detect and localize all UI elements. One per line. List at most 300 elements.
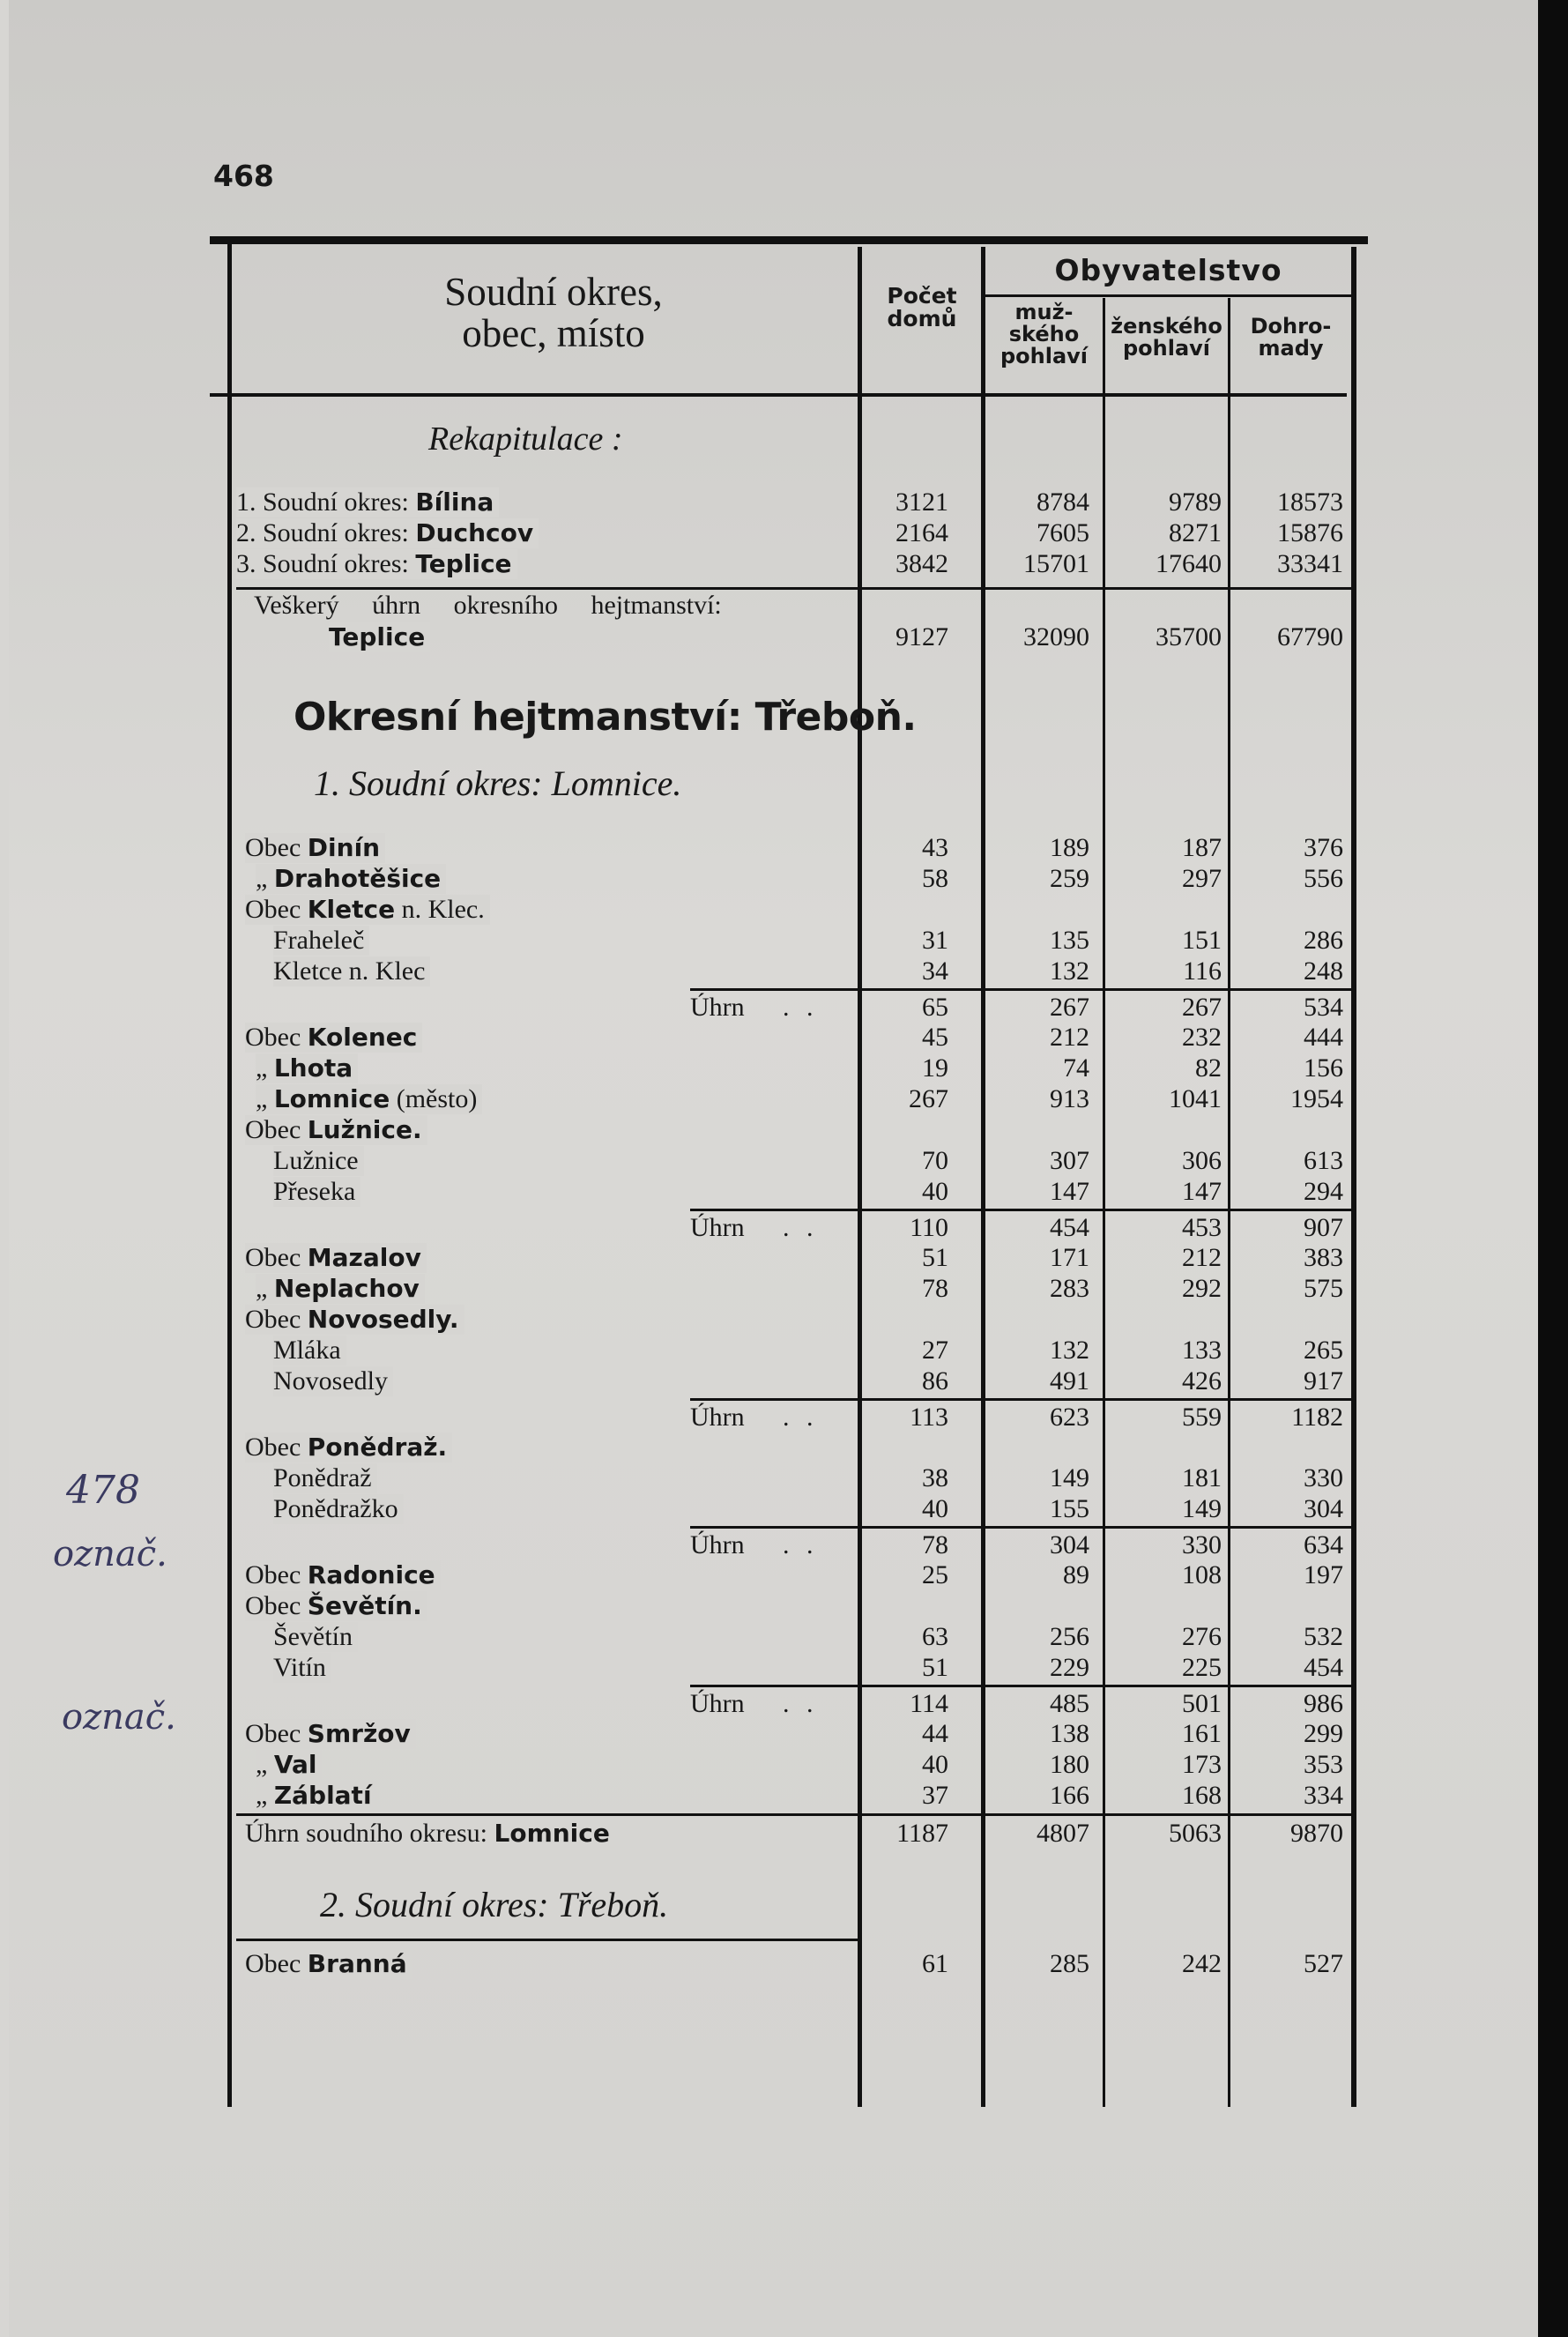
recap-label: 2. Soudní okres: xyxy=(236,518,416,547)
cell-domu: 3121 xyxy=(895,487,948,517)
row-label xyxy=(256,1274,844,1304)
data-row xyxy=(210,1177,1368,1208)
obec-group-header xyxy=(210,895,1368,926)
obec-prefix: Obec xyxy=(245,1243,308,1272)
cell-muz: 283 xyxy=(1050,1274,1089,1303)
row-label-text xyxy=(245,1819,615,1849)
uhrn-dohro: 534 xyxy=(1304,993,1343,1022)
row-label-text xyxy=(256,1750,322,1780)
row-label xyxy=(245,1949,844,1979)
row-label xyxy=(245,1243,844,1273)
cell-dohro: 376 xyxy=(1304,833,1343,862)
recap-name: Teplice xyxy=(415,549,512,578)
row-label xyxy=(245,1433,844,1462)
uhrn-label: Úhrn xyxy=(690,1213,745,1242)
row-label xyxy=(273,1463,844,1493)
cell-dohro: 67790 xyxy=(1277,622,1343,651)
data-row xyxy=(210,1274,1368,1305)
group-header-rule xyxy=(983,294,1353,297)
row-label-text xyxy=(245,1305,464,1335)
cell-dohro: 917 xyxy=(1304,1366,1343,1396)
uhrn-muz: 267 xyxy=(1050,993,1089,1022)
row-label-text xyxy=(236,549,517,579)
cell-dohro: 613 xyxy=(1304,1146,1343,1175)
obec-prefix: Obec xyxy=(245,1949,308,1978)
cell-zen: 147 xyxy=(1182,1177,1222,1206)
row-label xyxy=(256,1750,844,1780)
cell-dohro: 33341 xyxy=(1277,549,1343,578)
cell-zen: 5063 xyxy=(1169,1819,1222,1848)
cell-domu: 58 xyxy=(922,864,948,893)
leader-dots xyxy=(273,1357,832,1360)
row-label-text xyxy=(273,1336,346,1366)
cell-muz: 180 xyxy=(1050,1750,1089,1779)
sub2-rule xyxy=(236,1939,858,1941)
cell-domu: 3842 xyxy=(895,549,948,578)
subtotal-row xyxy=(210,1819,1368,1850)
cell-domu: 63 xyxy=(922,1622,948,1651)
row-label xyxy=(273,1177,844,1207)
cell-dohro: 383 xyxy=(1304,1243,1343,1272)
row-label xyxy=(273,1653,844,1683)
data-row xyxy=(210,1494,1368,1525)
row-label xyxy=(245,1819,844,1849)
uhrn-label: Úhrn xyxy=(690,1530,745,1559)
data-row xyxy=(210,1146,1368,1177)
cell-dohro: 248 xyxy=(1304,956,1343,986)
cell-muz: 147 xyxy=(1050,1177,1089,1206)
place-name: Ponědražko xyxy=(273,1494,398,1523)
uhrn-row xyxy=(210,1530,1368,1561)
uhrn-label: Úhrn xyxy=(690,1403,745,1432)
cell-zen: 108 xyxy=(1182,1560,1222,1589)
obec-name: Ponědraž. xyxy=(307,1433,448,1462)
population-table xyxy=(210,236,1368,2107)
uhrn-dots: . . xyxy=(783,1689,819,1718)
cell-muz: 913 xyxy=(1050,1084,1089,1113)
cell-domu: 37 xyxy=(922,1781,948,1810)
cell-zen: 35700 xyxy=(1156,622,1222,651)
header-name-column: Soudní okres, obec, místo xyxy=(444,270,663,356)
uhrn-row xyxy=(210,1403,1368,1433)
ditto-mark: „ xyxy=(256,1750,274,1779)
cell-zen: 161 xyxy=(1182,1719,1222,1748)
cell-domu: 43 xyxy=(922,833,948,862)
obec-group-header xyxy=(210,1305,1368,1336)
row-label-text xyxy=(273,1146,364,1176)
place-name: Lužnice xyxy=(273,1146,359,1175)
row-label xyxy=(236,518,844,548)
cell-zen: 9789 xyxy=(1169,487,1222,517)
uhrn-top-rule-left xyxy=(690,1398,858,1401)
cell-muz: 89 xyxy=(1063,1560,1089,1589)
header-dohro-column: Dohro- mady xyxy=(1250,314,1332,361)
cell-zen: 225 xyxy=(1182,1653,1222,1682)
row-label-text xyxy=(245,833,385,863)
obec-name: Záblatí xyxy=(273,1781,372,1810)
cell-zen: 151 xyxy=(1182,926,1222,955)
ditto-mark: „ xyxy=(256,1781,274,1810)
row-label-text xyxy=(256,1274,425,1304)
cell-dohro: 532 xyxy=(1304,1622,1343,1651)
recap-name: Duchcov xyxy=(415,518,534,547)
cell-dohro: 444 xyxy=(1304,1023,1343,1052)
cell-domu: 51 xyxy=(922,1653,948,1682)
cell-dohro: 9870 xyxy=(1290,1819,1343,1848)
name-suffix: (město) xyxy=(390,1084,478,1113)
row-label xyxy=(329,622,844,652)
recap-total-name: Teplice xyxy=(329,622,426,651)
row-label-text xyxy=(236,487,499,517)
recap-title: Rekapitulace : xyxy=(428,421,623,458)
recap-label: 1. Soudní okres: xyxy=(236,487,416,517)
uhrn-dohro: 634 xyxy=(1304,1530,1343,1559)
row-label-text xyxy=(245,1591,427,1621)
data-row xyxy=(210,1366,1368,1397)
cell-dohro: 556 xyxy=(1304,864,1343,893)
cell-dohro: 197 xyxy=(1304,1560,1343,1589)
row-label xyxy=(245,1115,844,1145)
cell-muz: 189 xyxy=(1050,833,1089,862)
cell-zen: 17640 xyxy=(1156,549,1222,578)
uhrn-muz: 304 xyxy=(1050,1530,1089,1559)
recap-row xyxy=(210,549,1368,580)
cell-zen: 276 xyxy=(1182,1622,1222,1651)
row-label xyxy=(273,926,844,956)
uhrn-zen: 453 xyxy=(1182,1213,1222,1242)
cell-muz: 256 xyxy=(1050,1622,1089,1651)
cell-domu: 9127 xyxy=(895,622,948,651)
obec-name: Kletce xyxy=(307,895,396,924)
uhrn-muz: 623 xyxy=(1050,1403,1089,1432)
uhrn-muz: 485 xyxy=(1050,1689,1089,1718)
data-row xyxy=(210,1053,1368,1084)
uhrn-domu: 110 xyxy=(910,1213,948,1242)
obec-prefix: Obec xyxy=(245,895,308,924)
place-name: Kletce n. Klec xyxy=(273,956,426,986)
cell-dohro: 304 xyxy=(1304,1494,1343,1523)
data-row xyxy=(210,1781,1368,1812)
cell-muz: 307 xyxy=(1050,1146,1089,1175)
uhrn-dots: . . xyxy=(783,1530,819,1559)
cell-dohro: 156 xyxy=(1304,1053,1343,1083)
data-row xyxy=(210,1084,1368,1115)
row-label-text xyxy=(245,1433,452,1462)
uhrn-zen: 501 xyxy=(1182,1689,1222,1718)
cell-domu: 61 xyxy=(922,1949,948,1978)
obec-name: Lhota xyxy=(273,1053,353,1083)
uhrn-top-rule-left xyxy=(690,1209,858,1211)
ditto-mark: „ xyxy=(256,1053,274,1083)
uhrn-domu: 114 xyxy=(910,1689,948,1718)
cell-zen: 82 xyxy=(1195,1053,1222,1083)
cell-muz: 259 xyxy=(1050,864,1089,893)
district-title: Okresní hejtmanství: Třeboň. xyxy=(294,695,917,740)
margin-note-2: označ. xyxy=(62,1697,176,1738)
row-label-text xyxy=(245,1023,422,1053)
uhrn-top-rule-left xyxy=(690,1526,858,1529)
cell-zen: 8271 xyxy=(1169,518,1222,547)
place-name: Ponědraž xyxy=(273,1463,372,1492)
margin-note-1: označ. xyxy=(53,1534,167,1574)
place-name: Novosedly xyxy=(273,1366,388,1396)
ditto-mark: „ xyxy=(256,1084,274,1113)
recap-total-row xyxy=(210,622,1368,653)
cell-dohro: 454 xyxy=(1304,1653,1343,1682)
uhrn-muz: 454 xyxy=(1050,1213,1089,1242)
cell-dohro: 334 xyxy=(1304,1781,1343,1810)
cell-dohro: 330 xyxy=(1304,1463,1343,1492)
cell-zen: 306 xyxy=(1182,1146,1222,1175)
data-row xyxy=(210,1719,1368,1750)
header-muz-column: muž- ského pohlaví xyxy=(1000,300,1089,369)
uhrn-domu: 78 xyxy=(922,1530,948,1559)
cell-zen: 242 xyxy=(1182,1949,1222,1978)
obec-name: Lužnice. xyxy=(307,1115,422,1144)
row-label-text xyxy=(273,1463,377,1493)
obec-prefix: Obec xyxy=(245,833,308,862)
row-label xyxy=(256,864,844,894)
uhrn-label: Úhrn xyxy=(690,1689,745,1718)
data-row xyxy=(210,1750,1368,1781)
row-label-text xyxy=(245,895,490,925)
data-row xyxy=(210,1653,1368,1684)
recap-total-label: Veškerý úhrn okresního hejtmanství: xyxy=(254,591,722,620)
uhrn-row xyxy=(210,1689,1368,1720)
cell-muz: 229 xyxy=(1050,1653,1089,1682)
row-label xyxy=(236,487,844,517)
header-obyvatelstvo: Obyvatelstvo xyxy=(1054,253,1282,287)
cell-muz: 149 xyxy=(1050,1463,1089,1492)
cell-domu: 51 xyxy=(922,1243,948,1272)
cell-zen: 181 xyxy=(1182,1463,1222,1492)
obec-name: Neplachov xyxy=(273,1274,420,1303)
row-label xyxy=(273,1622,844,1652)
cell-domu: 78 xyxy=(922,1274,948,1303)
cell-dohro: 575 xyxy=(1304,1274,1343,1303)
place-name: Ševětín xyxy=(273,1622,353,1651)
cell-muz: 491 xyxy=(1050,1366,1089,1396)
obec-name: Novosedly. xyxy=(307,1305,459,1334)
place-name: Přeseka xyxy=(273,1177,356,1206)
row-label-text xyxy=(236,518,539,548)
obec-name: Branná xyxy=(307,1949,407,1978)
cell-dohro: 265 xyxy=(1304,1336,1343,1365)
cell-zen: 292 xyxy=(1182,1274,1222,1303)
uhrn-dots: . . xyxy=(783,1403,819,1432)
cell-zen: 232 xyxy=(1182,1023,1222,1052)
cell-domu: 45 xyxy=(922,1023,948,1052)
obec-name: Kolenec xyxy=(307,1023,418,1052)
cell-muz: 7605 xyxy=(1037,518,1089,547)
data-row xyxy=(210,833,1368,864)
uhrn-dohro: 1182 xyxy=(1291,1403,1343,1432)
cell-domu: 25 xyxy=(922,1560,948,1589)
cell-dohro: 286 xyxy=(1304,926,1343,955)
row-label-text xyxy=(273,926,369,956)
cell-domu: 40 xyxy=(922,1494,948,1523)
row-label-text xyxy=(273,1653,331,1683)
row-label-text xyxy=(256,1781,377,1811)
cell-muz: 132 xyxy=(1050,1336,1089,1365)
cell-muz: 15701 xyxy=(1023,549,1089,578)
row-label xyxy=(273,1336,844,1366)
data-row xyxy=(210,956,1368,987)
uhrn-top-rule xyxy=(862,1685,1351,1687)
data-row xyxy=(210,1023,1368,1053)
row-label-text xyxy=(273,1177,360,1207)
obec-prefix: Obec xyxy=(245,1305,308,1334)
recap-rule-1 xyxy=(862,587,1351,590)
row-label-text xyxy=(245,1949,412,1979)
subtotal-name: Lomnice xyxy=(494,1819,610,1848)
cell-zen: 426 xyxy=(1182,1366,1222,1396)
cell-domu: 40 xyxy=(922,1177,948,1206)
leader-dots xyxy=(256,1771,832,1775)
row-label-text xyxy=(273,956,430,986)
uhrn-top-rule-left xyxy=(690,988,858,991)
uhrn-top-rule xyxy=(862,1398,1351,1401)
recap-total-line1 xyxy=(210,591,1368,621)
row-label xyxy=(273,1146,844,1176)
data-row-last xyxy=(210,1949,1368,1980)
cell-muz: 132 xyxy=(1050,956,1089,986)
obec-prefix: Obec xyxy=(245,1115,308,1144)
cell-muz: 8784 xyxy=(1037,487,1089,517)
recap-rule-2 xyxy=(236,587,858,590)
uhrn-zen: 267 xyxy=(1182,993,1222,1022)
cell-zen: 173 xyxy=(1182,1750,1222,1779)
cell-muz: 285 xyxy=(1050,1949,1089,1978)
cell-muz: 32090 xyxy=(1023,622,1089,651)
row-label xyxy=(245,1591,844,1621)
obec-prefix: Obec xyxy=(245,1023,308,1052)
row-label xyxy=(245,1023,844,1053)
cell-muz: 155 xyxy=(1050,1494,1089,1523)
obec-name: Val xyxy=(273,1750,317,1779)
cell-dohro: 1954 xyxy=(1290,1084,1343,1113)
place-name: Mláka xyxy=(273,1336,341,1365)
cell-domu: 34 xyxy=(922,956,948,986)
data-row xyxy=(210,1463,1368,1494)
data-row xyxy=(210,1336,1368,1366)
cell-muz: 138 xyxy=(1050,1719,1089,1748)
name-suffix: n. Klec. xyxy=(395,895,485,924)
recap-name: Bílina xyxy=(415,487,494,517)
row-label xyxy=(236,549,844,579)
uhrn-top-rule xyxy=(862,1526,1351,1529)
row-label xyxy=(245,1305,844,1335)
cell-zen: 133 xyxy=(1182,1336,1222,1365)
cell-domu: 1187 xyxy=(896,1819,948,1848)
row-label xyxy=(273,1366,844,1396)
uhrn-row xyxy=(210,1213,1368,1244)
cell-domu: 70 xyxy=(922,1146,948,1175)
obec-name: Smržov xyxy=(307,1719,411,1748)
obec-prefix: Obec xyxy=(245,1719,308,1748)
header-zen-column: ženského pohlaví xyxy=(1111,314,1222,361)
cell-domu: 2164 xyxy=(895,518,948,547)
cell-domu: 44 xyxy=(922,1719,948,1748)
page-edge-shadow xyxy=(1538,0,1568,2337)
subdistrict-1-title: 1. Soudní okres: Lomnice. xyxy=(314,763,682,803)
row-label xyxy=(273,1494,844,1524)
cell-muz: 212 xyxy=(1050,1023,1089,1052)
obec-prefix: Obec xyxy=(245,1433,308,1462)
row-label-text xyxy=(273,1622,358,1652)
uhrn-zen: 330 xyxy=(1182,1530,1222,1559)
subdistrict-2-title: 2. Soudní okres: Třeboň. xyxy=(320,1885,669,1924)
cell-muz: 135 xyxy=(1050,926,1089,955)
header-bottom-rule xyxy=(210,393,1347,397)
cell-domu: 38 xyxy=(922,1463,948,1492)
cell-domu: 86 xyxy=(922,1366,948,1396)
row-label-text xyxy=(245,1115,427,1145)
row-label-text xyxy=(273,1494,404,1524)
row-label xyxy=(256,1781,844,1811)
row-label xyxy=(245,895,844,925)
ditto-mark: „ xyxy=(256,864,274,893)
subtotal-top-rule xyxy=(236,1813,1351,1816)
cell-dohro: 299 xyxy=(1304,1719,1343,1748)
uhrn-top-rule-left xyxy=(690,1685,858,1687)
cell-zen: 187 xyxy=(1182,833,1222,862)
cell-dohro: 353 xyxy=(1304,1750,1343,1779)
data-row xyxy=(210,926,1368,956)
cell-domu: 267 xyxy=(909,1084,948,1113)
uhrn-row xyxy=(210,993,1368,1023)
data-row xyxy=(210,1243,1368,1274)
recap-label: 3. Soudní okres: xyxy=(236,549,416,578)
uhrn-zen: 559 xyxy=(1182,1403,1222,1432)
uhrn-dohro: 986 xyxy=(1304,1689,1343,1718)
row-label xyxy=(256,1053,844,1083)
row-label-text xyxy=(245,1560,441,1590)
cell-dohro: 18573 xyxy=(1277,487,1343,517)
obec-name: Radonice xyxy=(307,1560,435,1589)
obec-name: Lomnice xyxy=(273,1084,390,1113)
uhrn-top-rule xyxy=(862,1209,1351,1211)
cell-zen: 212 xyxy=(1182,1243,1222,1272)
page-number: 468 xyxy=(213,159,274,193)
row-label xyxy=(245,1719,844,1749)
obec-name: Drahotěšice xyxy=(273,864,442,893)
cell-dohro: 294 xyxy=(1304,1177,1343,1206)
obec-name: Mazalov xyxy=(307,1243,421,1272)
uhrn-dots: . . xyxy=(783,993,819,1022)
table-top-rule xyxy=(210,236,1368,244)
cell-muz: 166 xyxy=(1050,1781,1089,1810)
recap-row xyxy=(210,518,1368,549)
uhrn-domu: 65 xyxy=(922,993,948,1022)
cell-domu: 40 xyxy=(922,1750,948,1779)
cell-domu: 19 xyxy=(922,1053,948,1083)
row-label xyxy=(256,1084,844,1114)
cell-zen: 168 xyxy=(1182,1781,1222,1810)
row-label xyxy=(245,833,844,863)
obec-name: Dinín xyxy=(307,833,381,862)
obec-group-header xyxy=(210,1591,1368,1622)
uhrn-domu: 113 xyxy=(910,1403,948,1432)
cell-domu: 31 xyxy=(922,926,948,955)
data-row xyxy=(210,1560,1368,1591)
margin-note-number: 478 xyxy=(66,1468,140,1513)
row-label-text xyxy=(256,1084,482,1114)
cell-dohro: 527 xyxy=(1304,1949,1343,1978)
cell-muz: 74 xyxy=(1063,1053,1089,1083)
cell-zen: 149 xyxy=(1182,1494,1222,1523)
cell-zen: 116 xyxy=(1183,956,1222,986)
